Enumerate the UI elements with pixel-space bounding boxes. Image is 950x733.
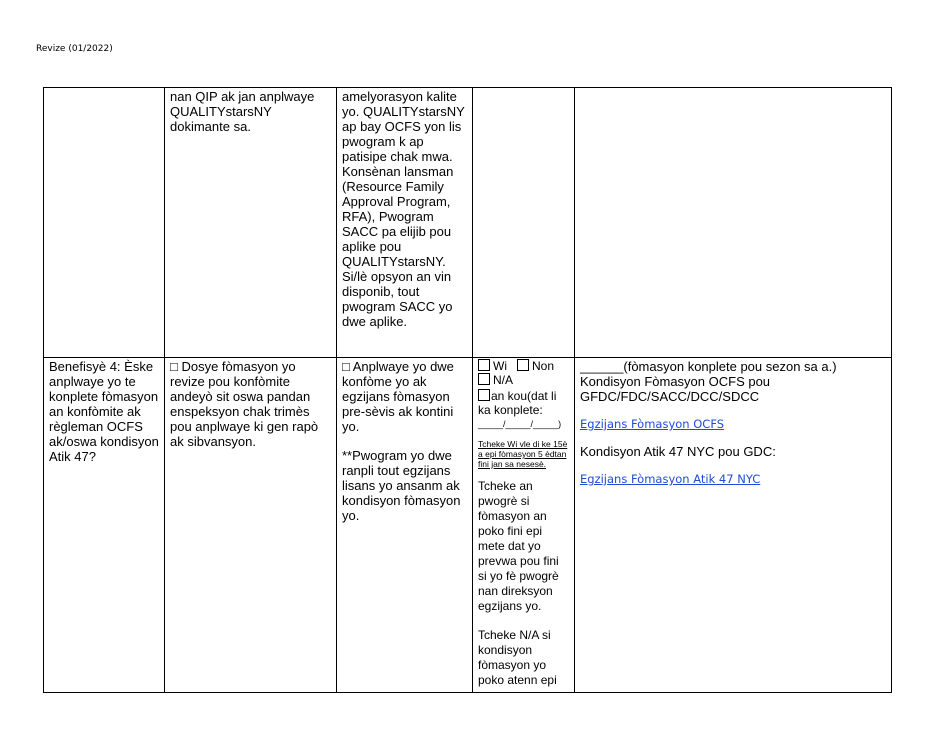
revision-date: Revize (01/2022) bbox=[36, 44, 113, 54]
staff-training-requirement: □ Anplwaye yo dwe konfòme yo ak egzijans fòmasyon pre-sèvis ak kontini yo. bbox=[342, 359, 454, 434]
na-note: Tcheke N/A si kondisyon fòmasyon yo poko atenn epi bbox=[478, 628, 557, 687]
in-progress-label: an kou(dat li ka konplete: bbox=[478, 389, 557, 417]
monitoring-table bbox=[43, 87, 892, 693]
article-47-training-link[interactable]: Egzijans Fòmasyon Atik 47 NYC bbox=[580, 472, 761, 486]
in-progress-note: Tcheke an pwogrè si fòmasyon an poko fini epi mete dat yo prevwa pou fini si yo fè pwogrè nan direksyon egzijans yo. bbox=[478, 479, 559, 613]
training-requirements-cell bbox=[337, 358, 473, 693]
ocfs-training-link[interactable]: Egzijans Fòmasyon OCFS bbox=[580, 417, 725, 431]
training-complete-line bbox=[580, 359, 886, 374]
training-complete-label: (fòmasyon konplete pou sezon sa a.) bbox=[623, 359, 837, 374]
na-label: N/A bbox=[493, 373, 514, 387]
yes-meaning-note: Tcheke Wi vle di ke 15è a epi fòmasyon 5 èdtan fini jan sa nesesè. bbox=[478, 439, 568, 469]
training-notes-cell bbox=[575, 358, 892, 693]
yes-checkbox[interactable] bbox=[478, 359, 490, 371]
licensing-note: **Pwogram yo dwe ranpli tout egzijans lisans yo ansanm ak kondisyon fòmasyon yo. bbox=[342, 448, 461, 523]
yes-no-line bbox=[478, 359, 569, 373]
na-line bbox=[478, 373, 569, 387]
na-checkbox[interactable] bbox=[478, 373, 490, 385]
no-label: Non bbox=[532, 359, 555, 373]
row1-status-cell bbox=[473, 88, 575, 358]
no-checkbox[interactable] bbox=[517, 359, 529, 371]
table-row bbox=[44, 358, 892, 693]
training-blank[interactable]: ______ bbox=[580, 359, 624, 374]
row1-benefit-cell bbox=[44, 88, 165, 358]
in-progress-line bbox=[478, 389, 569, 417]
yes-label: Wi bbox=[493, 359, 507, 373]
ocfs-training-requirement: Kondisyon Fòmasyon OCFS pou GFDC/FDC/SACC/DCC/SDCC bbox=[580, 374, 771, 404]
row1-requirement-cell: amelyorasyon kalite yo. QUALITYstarsNY ap bay OCFS yon lis pwogram k ap patisipe chak mwa. Konsènan lansman (Resource Family Approval Program, RFA), Pwogram SACC pa elijib pou aplike pou QUALITYstarsNY. Si/lè opsyon an vin disponib, tout pwogram SACC yo dwe aplike. bbox=[337, 88, 473, 358]
row1-notes-cell bbox=[575, 88, 892, 358]
article-47-requirement: Kondisyon Atik 47 NYC pou GDC: bbox=[580, 444, 776, 459]
training-records-review: □ Dosye fòmasyon yo revize pou konfòmite andeyò sit oswa pandan enspeksyon chak trimès pou anplwaye ki gen rapò ak sibvansyon. bbox=[165, 358, 337, 693]
table-row bbox=[44, 88, 892, 358]
status-checkbox-cell bbox=[473, 358, 575, 693]
in-progress-checkbox[interactable] bbox=[478, 389, 490, 401]
completion-date-blank[interactable]: _____/_____/_____) bbox=[478, 419, 562, 429]
row1-method-cell: nan QIP ak jan anplwaye QUALITYstarsNY dokimante sa. bbox=[165, 88, 337, 358]
benefit-4-question: Benefisyè 4: Èske anplwaye yo te konplete fòmasyon an konfòmite ak règleman OCFS ak/oswa kondisyon Atik 47? bbox=[44, 358, 165, 693]
